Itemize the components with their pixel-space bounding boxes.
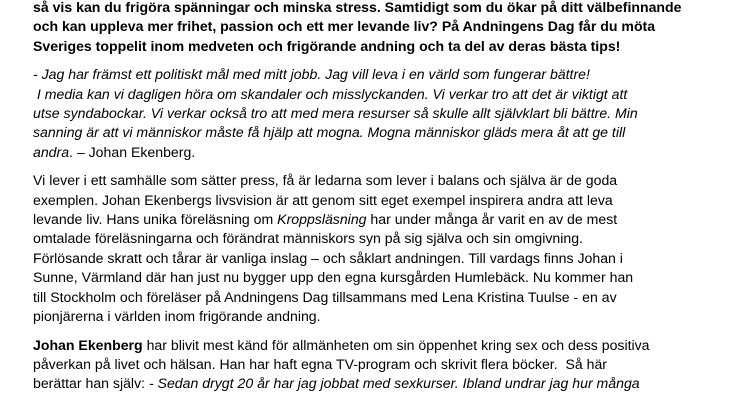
body-line-with-title [33, 210, 745, 229]
bio-quote: - Sedan drygt 20 år har jag jobbat med sexkurser. Ibland undrar jag hur många [148, 375, 640, 392]
body-line: till Stockholm och föreläser på Andningens Dag tillsammans med Lena Kristina Tuulse - en av [33, 288, 617, 305]
body-line: exemplen. Johan Ekenbergs livsvision är att genom sitt eget exempel inspirera andra att leva [33, 191, 613, 208]
bio-line: påverkan på livet och hälsan. Han har haft egna TV-program och skrivit flera böcker. Så här [33, 355, 607, 372]
body-text: har under många år varit en av de mest [366, 211, 618, 228]
quote-line: - Jag har främst ett politiskt mål med mitt jobb. Jag vill leva i en värld som fungerar bättre! [33, 66, 590, 83]
quote-attribution-line [33, 143, 745, 162]
bio-name: Johan Ekenberg [33, 336, 143, 353]
quote-line: utse syndabockar. Vi verkar också tro att med mera resurser så skulle allt självklart bli bättre. Min [33, 105, 638, 122]
quote-paragraph [33, 65, 745, 162]
body-line: pionjärerna i världen inom frigörande andning. [33, 308, 321, 325]
quote-line: I media kan vi dagligen höra om skandaler och misslyckanden. Vi verkar tro att det är viktigt att [33, 85, 628, 102]
body-line: omtalade föreläsningarna och förändrat människors syn på sig själva och sin omgivning. [33, 230, 583, 247]
lead-line: Sveriges toppelit inom medveten och frigörande andning och ta del av deras bästa tips! [33, 37, 621, 54]
body-paragraph [33, 171, 745, 326]
body-text: levande liv. Hans unika föreläsning om [33, 211, 278, 228]
bio-text: har blivit mest känd för allmänheten om sin öppenhet kring sex och dess positiva [142, 336, 650, 353]
document-page [33, 0, 745, 394]
body-line: Sunne, Värmland där han just nu bygger upp den egna kursgården Humlebäck. Nu kommer han [33, 269, 634, 286]
bio-line [33, 336, 745, 355]
lead-paragraph [33, 0, 745, 56]
lead-line: och kan uppleva mer frihet, passion och ett mer levande liv? På Andningens Dag får du möta [33, 18, 656, 35]
lecture-title: Kroppsläsning [277, 211, 367, 228]
lead-line: så vis kan du frigöra spänningar och minska stress. Samtidigt som du ökar på ditt välbefinnande [33, 0, 682, 15]
quote-attribution: . – Johan Ekenberg. [69, 143, 196, 160]
quote-last-word: andra [33, 143, 70, 160]
bio-text: berättar han själv: [33, 375, 149, 392]
quote-line: sanning är att vi människor måste få hjälp att mogna. Mogna människor gläds mera åt att ge till [33, 124, 626, 141]
body-line: Förlösande skratt och tårar är vanliga inslag – och såklart andningen. Till vardags finns Johan i [33, 249, 623, 266]
bio-paragraph [33, 336, 745, 394]
body-line: Vi lever i ett samhälle som sätter press, få är ledarna som lever i balans och själva är de goda [33, 172, 618, 189]
bio-line [33, 374, 745, 393]
